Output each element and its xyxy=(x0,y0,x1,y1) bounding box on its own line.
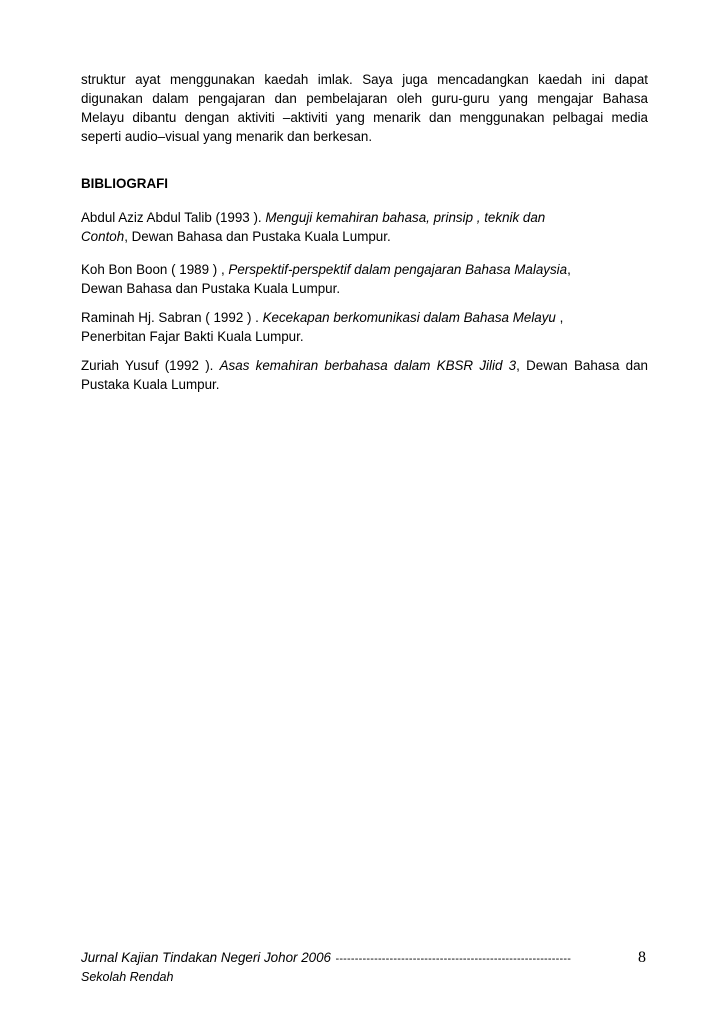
intro-line: seperti audio–visual yang menarik dan berkesan. xyxy=(81,129,373,144)
bibliography-entry xyxy=(81,208,648,246)
entry-punct: , xyxy=(555,310,564,325)
entry-title: Kecekapan berkomunikasi dalam Bahasa Melayu xyxy=(262,310,556,325)
footer-dash-rule: ------------------------------------------------------------- xyxy=(335,953,572,965)
journal-title: Jurnal Kajian Tindakan Negeri Johor 2006 xyxy=(81,950,331,965)
bibliography-entry-line xyxy=(81,356,648,375)
entry-author: Koh Bon Boon ( 1989 ) , xyxy=(81,262,229,277)
document-page xyxy=(81,70,648,392)
footer-line xyxy=(81,949,648,967)
entry-publisher: Penerbitan Fajar Bakti Kuala Lumpur. xyxy=(81,329,304,344)
bibliography-entry-line xyxy=(81,227,648,246)
page-number: 8 xyxy=(638,949,646,966)
bibliography-heading: BIBLIOGRAFI xyxy=(81,176,169,191)
intro-line: digunakan dalam pengajaran dan pembelajaran oleh guru-guru yang mengajar Bahasa xyxy=(81,91,648,106)
entry-punct: , xyxy=(567,262,571,277)
bibliography-entry-line xyxy=(81,208,648,227)
entry-publisher: Pustaka Kuala Lumpur. xyxy=(81,377,220,392)
entry-publisher: , Dewan Bahasa dan xyxy=(516,358,648,373)
entry-author: Raminah Hj. Sabran ( 1992 ) . xyxy=(81,310,263,325)
entry-title: Contoh xyxy=(81,229,125,244)
intro-line: Melayu dibantu dengan aktiviti –aktiviti yang menarik dan menggunakan pelbagai media xyxy=(81,110,648,125)
bibliography-entry xyxy=(81,356,648,394)
bibliography-entry xyxy=(81,308,648,346)
entry-title: Asas kemahiran berbahasa dalam KBSR Jilid 3 xyxy=(219,358,517,373)
journal-subtitle: Sekolah Rendah xyxy=(81,970,174,984)
entry-title: Menguji kemahiran bahasa, prinsip , teknik dan xyxy=(265,210,546,225)
bibliography-entry-line xyxy=(81,260,648,279)
entry-publisher: , Dewan Bahasa dan Pustaka Kuala Lumpur. xyxy=(124,229,391,244)
intro-line: struktur ayat menggunakan kaedah imlak. Saya juga mencadangkan kaedah ini dapat xyxy=(81,72,648,87)
entry-author: Zuriah Yusuf (1992 ). xyxy=(81,358,220,373)
intro-paragraph xyxy=(81,70,648,165)
bibliography-entry xyxy=(81,260,648,298)
entry-author: Abdul Aziz Abdul Talib (1993 ). xyxy=(81,210,266,225)
entry-title: Perspektif-perspektif dalam pengajaran Bahasa Malaysia xyxy=(228,262,568,277)
bibliography-entry-line xyxy=(81,308,648,327)
entry-publisher: Dewan Bahasa dan Pustaka Kuala Lumpur. xyxy=(81,281,341,296)
page-footer xyxy=(81,949,648,984)
